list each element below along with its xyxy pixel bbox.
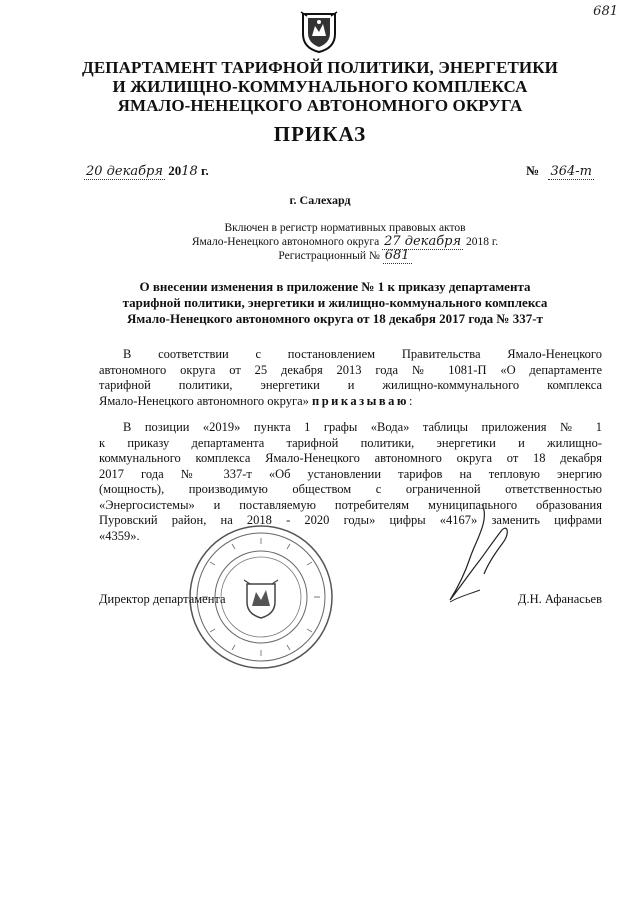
department-title (30, 58, 610, 115)
city-name: г. Салехард (289, 193, 351, 207)
order-number (526, 163, 594, 179)
handwritten-page-number: 681 (593, 4, 618, 19)
year-prefix: 20 (168, 163, 182, 178)
preamble-paragraph (99, 347, 602, 409)
signatory-position: Директор департамента (99, 592, 226, 606)
department-line: ЯМАЛО-НЕНЕЦКОГО АВТОНОМНОГО ОКРУГА (117, 96, 523, 115)
paragraph-line: 2017 года № 337-т «Об установлении тарифов на тепловую энергию (99, 466, 602, 481)
paragraph-line: автономного округа от 25 декабря 2013 года № 1081-П «О департаменте (99, 362, 602, 377)
registry-line: Включен в регистр нормативных правовых актов (224, 222, 466, 234)
paragraph-line: к приказу департамента тарифной политики, энергетики и жилищно- (99, 435, 602, 450)
number-label: № (526, 163, 540, 178)
paragraph-line: Ямало-Ненецкого автономного округа» приказываю: (99, 393, 413, 408)
line-text: В позиции «2019» пункта 1 графы «Вода» таблицы приложения № 1 (123, 420, 602, 434)
paragraph-line: «4359». (99, 528, 140, 543)
order-title: ПРИКАЗ (273, 122, 367, 146)
handwritten-registry-date: 27 декабря (384, 234, 462, 249)
paragraph-line: тарифной политики, энергетики и жилищно-коммунального комплекса (99, 378, 602, 392)
paragraph-line (99, 347, 602, 363)
subject-line: тарифной политики, энергетики и жилищно-коммунального комплекса (122, 295, 548, 310)
line-text: В соответствии с постановлением Правительства Ямало-Ненецкого (123, 347, 602, 361)
paragraph-line: коммунального комплекса Ямало-Ненецкого автономного округа от 18 декабря (99, 451, 602, 465)
order-subject (90, 279, 580, 327)
order-keyword: приказываю (312, 393, 409, 408)
paragraph-line: Пуровский район, на 2018 - 2020 годы» цифры «4167» заменить цифрами (99, 513, 602, 527)
handwritten-registry-number: 681 (384, 248, 410, 263)
subject-line: О внесении изменения в приложение № 1 к приказу департамента (139, 279, 531, 294)
registry-line (150, 249, 540, 263)
department-line: ДЕПАРТАМЕНТ ТАРИФНОЙ ПОЛИТИКИ, ЭНЕРГЕТИКИ (82, 58, 558, 77)
registry-line (150, 235, 540, 249)
registry-note (150, 221, 540, 263)
signatory-name: Д.Н. Афанасьев (517, 592, 602, 606)
line-text: Ямало-Ненецкого автономного округа» (99, 393, 309, 408)
paragraph-line (99, 420, 602, 436)
order-date (84, 163, 209, 179)
handwritten-signature-icon (430, 500, 530, 615)
registry-region: Ямало-Ненецкого автономного округа (191, 236, 380, 248)
paragraph-line: «Энергосистемы» и поставляемую потребителям муниципального образования (99, 497, 602, 512)
paragraph-line: (мощность), производимую обществом с ограниченной ответственностью (99, 482, 602, 496)
year-suffix: г. (201, 163, 209, 178)
department-line: И ЖИЛИЩНО-КОММУНАЛЬНОГО КОМПЛЕКСА (112, 77, 528, 96)
registry-number-label: Регистрационный № (278, 250, 380, 262)
handwritten-date: 20 декабря (86, 164, 163, 179)
handwritten-number: 364-т (550, 164, 592, 179)
registry-year: 2018 г. (465, 236, 499, 248)
coat-of-arms-icon (299, 10, 339, 59)
handwritten-year: 18 (181, 164, 198, 179)
subject-line: Ямало-Ненецкого автономного округа от 18 декабря 2017 года № 337-т (127, 311, 543, 326)
